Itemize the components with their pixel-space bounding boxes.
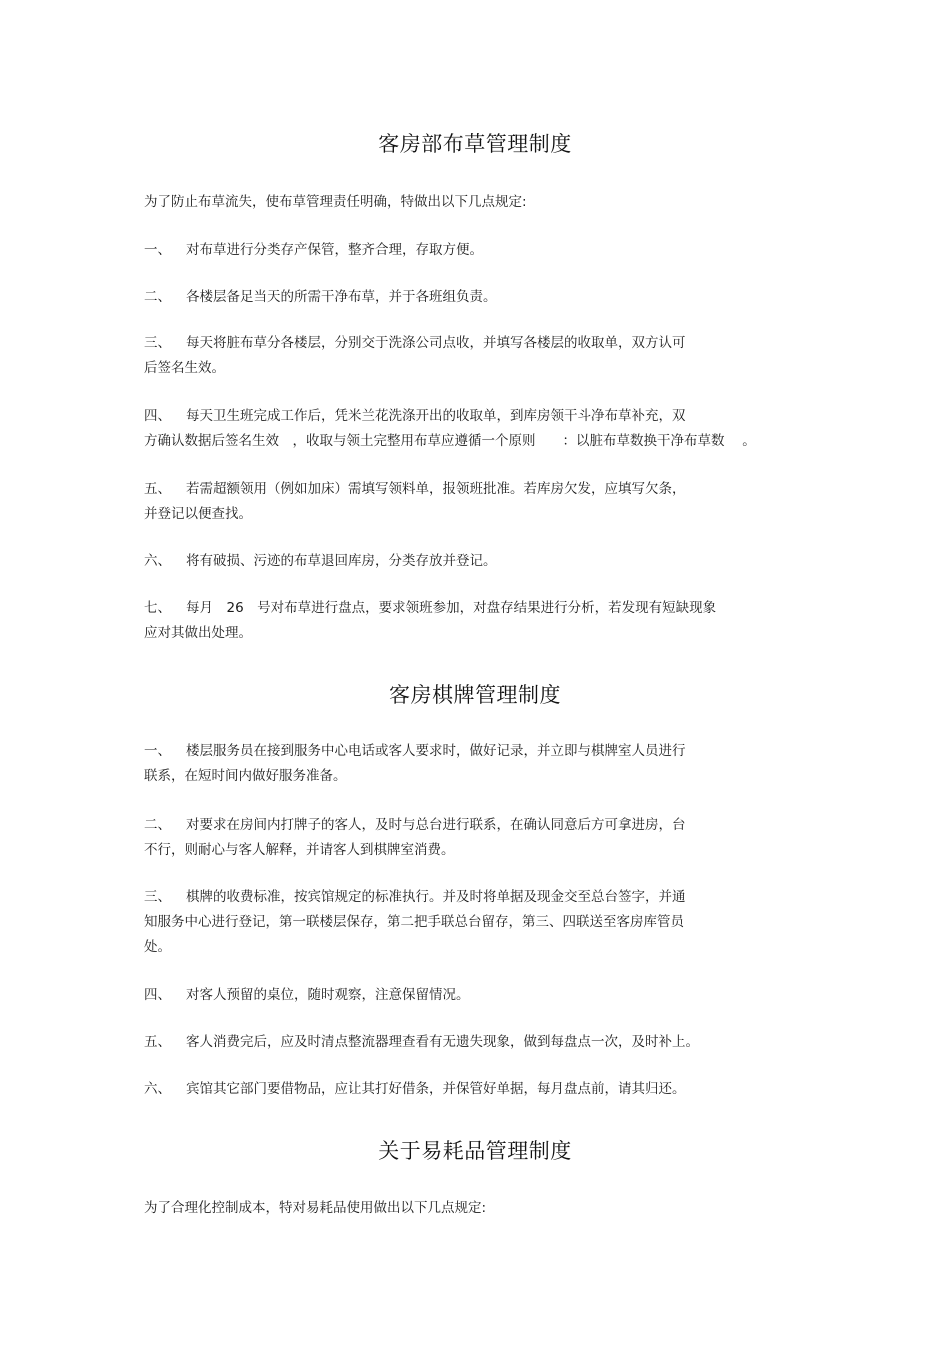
item-text: 楼层服务员在接到服务中心电话或客人要求时，做好记录，并立即与棋牌室人员进行 bbox=[186, 743, 686, 759]
item-continuation: 知服务中心进行登记，第一联楼层保存，第二把手联总台留存，第三、四联送至客房库管员 bbox=[144, 914, 684, 930]
item-number: 六、 bbox=[144, 1081, 171, 1097]
item-number: 四、 bbox=[144, 987, 171, 1003]
item-number: 二、 bbox=[144, 289, 171, 305]
item-number: 二、 bbox=[144, 817, 171, 833]
list-item bbox=[144, 816, 686, 834]
list-item bbox=[144, 1033, 699, 1051]
item-text: 棋牌的收费标准，按宾馆规定的标准执行。并及时将单据及现金交至总台签字，并通 bbox=[186, 889, 686, 905]
item-continuation: 不行，则耐心与客人解释，并请客人到棋牌室消费。 bbox=[144, 842, 455, 858]
list-item bbox=[144, 986, 470, 1004]
item-continuation: 并登记以便查找。 bbox=[144, 506, 252, 522]
list-item bbox=[144, 742, 686, 760]
item-text: 客人消费完后，应及时清点整流器理查看有无遗失现象，做到每盘点一次，及时补上。 bbox=[186, 1034, 699, 1050]
list-item bbox=[144, 407, 686, 425]
item-text: 对客人预留的桌位，随时观察，注意保留情况。 bbox=[186, 987, 470, 1003]
item-continuation: 联系，在短时间内做好服务准备。 bbox=[144, 768, 347, 784]
list-item bbox=[144, 334, 686, 352]
section-intro-consumables: 为了合理化控制成本，特对易耗品使用做出以下几点规定: bbox=[144, 1200, 487, 1216]
section-title-chess: 客房棋牌管理制度 bbox=[389, 683, 561, 707]
item-text: 每天卫生班完成工作后，凭米兰花洗涤开出的收取单，到库房领干斗净布草补充，双 bbox=[186, 408, 686, 424]
item-number: 一、 bbox=[144, 242, 171, 258]
list-item bbox=[144, 288, 497, 306]
item-number: 一、 bbox=[144, 743, 171, 759]
item-number: 三、 bbox=[144, 889, 171, 905]
section-title-consumables: 关于易耗品管理制度 bbox=[378, 1139, 572, 1163]
item-text: 将有破损、污迹的布草退回库房，分类存放并登记。 bbox=[186, 553, 497, 569]
list-item bbox=[144, 241, 483, 259]
item-number: 七、 bbox=[144, 600, 171, 616]
item-continuation: 方确认数据后签名生效 ，收取与领土完整用布草应遵循一个原则 ：以脏布草数换干净布草数 。 bbox=[144, 433, 756, 449]
list-item bbox=[144, 480, 686, 498]
item-text: 宾馆其它部门要借物品，应让其打好借条，并保管好单据，每月盘点前，请其归还。 bbox=[186, 1081, 686, 1097]
item-text: 每月 26 号对布草进行盘点，要求领班参加，对盘存结果进行分析，若发现有短缺现象 bbox=[186, 600, 717, 616]
item-continuation: 处。 bbox=[144, 939, 171, 955]
section-intro-linen: 为了防止布草流失，使布草管理责任明确，特做出以下几点规定: bbox=[144, 194, 527, 210]
item-text: 对要求在房间内打牌子的客人，及时与总台进行联系，在确认同意后方可拿进房，台 bbox=[186, 817, 686, 833]
item-number: 六、 bbox=[144, 553, 171, 569]
item-text: 若需超额领用（例如加床）需填写领料单，报领班批准。若库房欠发，应填写欠条， bbox=[186, 481, 686, 497]
list-item bbox=[144, 888, 686, 906]
item-continuation: 后签名生效。 bbox=[144, 360, 225, 376]
item-number: 三、 bbox=[144, 335, 171, 351]
item-text: 各楼层备足当天的所需干净布草，并于各班组负责。 bbox=[186, 289, 497, 305]
list-item bbox=[144, 1080, 686, 1098]
item-number: 五、 bbox=[144, 1034, 171, 1050]
item-number: 四、 bbox=[144, 408, 171, 424]
item-text: 对布草进行分类存产保管，整齐合理，存取方便。 bbox=[186, 242, 483, 258]
section-title-linen: 客房部布草管理制度 bbox=[378, 132, 572, 156]
item-continuation: 应对其做出处理。 bbox=[144, 625, 252, 641]
list-item bbox=[144, 599, 716, 617]
item-number: 五、 bbox=[144, 481, 171, 497]
item-text: 每天将脏布草分各楼层，分别交于洗涤公司点收，并填写各楼层的收取单，双方认可 bbox=[186, 335, 686, 351]
list-item bbox=[144, 552, 497, 570]
